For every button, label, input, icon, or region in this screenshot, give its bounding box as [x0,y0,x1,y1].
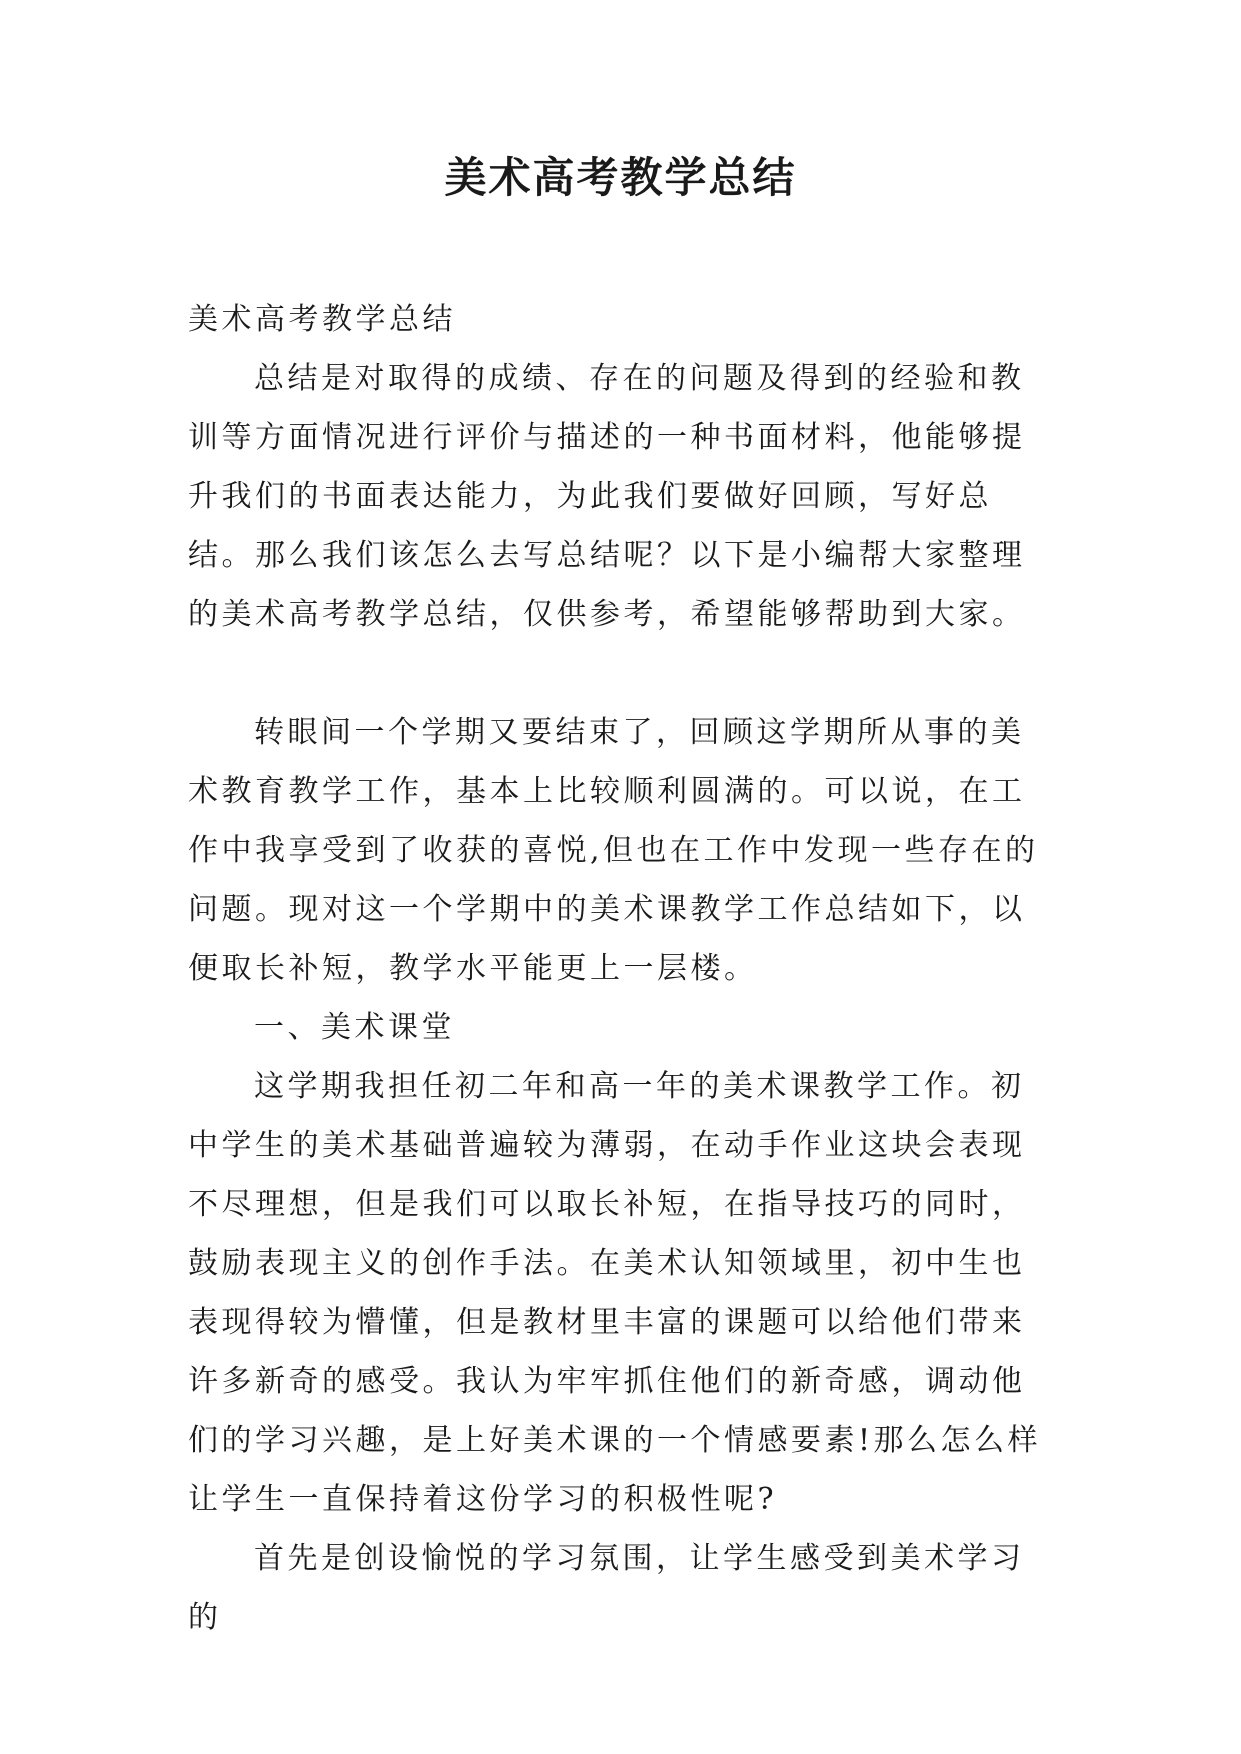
paragraph-spacer [188,644,1054,703]
document-title: 美术高考教学总结 [444,153,797,202]
document-body [188,290,1054,1647]
subtitle-paragraph: 美术高考教学总结 [188,302,456,337]
intro-paragraph: 总结是对取得的成绩、存在的问题及得到的经验和教训等方面情况进行评价与描述的一种书面材料，他能够提升我们的书面表达能力，为此我们要做好回顾，写好总结。那么我们该怎么去写总结呢？以下是小编帮大家整理的美术高考教学总结，仅供参考，希望能够帮助到大家。 [188,361,1026,632]
body-paragraph-1: 转眼间一个学期又要结束了，回顾这学期所从事的美术教育教学工作，基本上比较顺利圆满的。可以说，在工作中我享受到了收获的喜悦,但也在工作中发现一些存在的问题。现对这一个学期中的美术课教学工作总结如下，以便取长补短，教学水平能更上一层楼。 [188,715,1039,986]
section-heading: 一、美术课堂 [254,1010,455,1045]
body-paragraph-3: 首先是创设愉悦的学习氛围，让学生感受到美术学习的 [188,1541,1025,1635]
body-paragraph-2: 这学期我担任初二年和高一年的美术课教学工作。初中学生的美术基础普遍较为薄弱，在动手作业这块会表现不尽理想，但是我们可以取长补短，在指导技巧的同时，鼓励表现主义的创作手法。在美术认知领域里，初中生也表现得较为懵懂，但是教材里丰富的课题可以给他们带来许多新奇的感受。我认为牢牢抓住他们的新奇感，调动他们的学习兴趣，是上好美术课的一个情感要素!那么怎么样让学生一直保持着这份学习的积极性呢? [188,1069,1042,1517]
